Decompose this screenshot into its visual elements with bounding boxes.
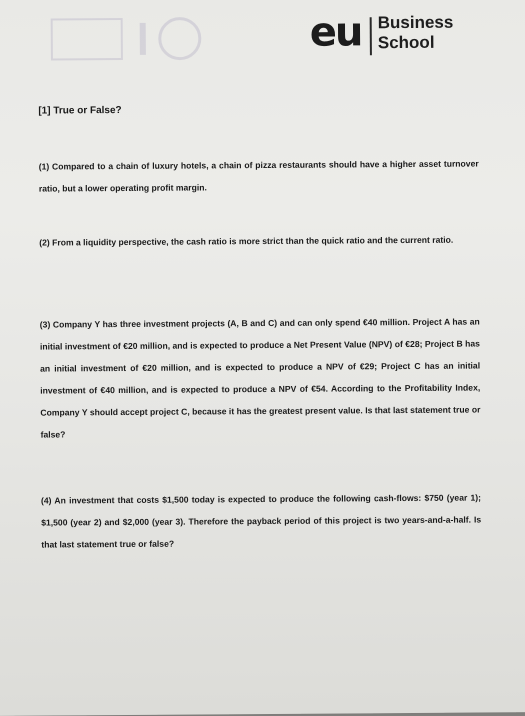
logo-wordmark	[378, 13, 454, 54]
question-4: (4) An investment that costs $1,500 today is expected to produce the following cash-flows: $750 (year 1); $1,500 (year 2) and $2,000 (year 3). Therefore the payback period of this project is two years-and-a-half. Is that last statement true or false?	[40, 492, 482, 550]
question-1: (1) Compared to a chain of luxury hotels, a chain of pizza restaurants should have a higher asset turnover ratio, but a lower operating profit margin.	[38, 158, 479, 194]
logo-line-business: Business	[377, 12, 454, 33]
logo-line-school: School	[377, 32, 435, 53]
section-title: [1] True or False?	[38, 104, 122, 117]
logo-eu-mark: eu	[309, 9, 362, 56]
question-3: (3) Company Y has three investment projects (A, B and C) and can only spend €40 million. Project A has an initial investment of €20 million, and is expected to produce a Net Present Value (NPV) of €28; Project B has an initial investment of €20 million, and is expected to produce a NPV of €29; Project C has an initial investment of €40 million, and is expected to produce a NPV of €54. According to the Profitability Index, Company Y should accept project C, because it has the greatest present value. Is that last statement true or false?	[39, 316, 481, 440]
business-school-logo	[308, 10, 488, 61]
question-2: (2) From a liquidity perspective, the cash ratio is more strict than the quick ratio and the current ratio.	[39, 234, 454, 248]
logo-divider	[370, 17, 372, 55]
watermark-logo-icon	[50, 14, 210, 65]
